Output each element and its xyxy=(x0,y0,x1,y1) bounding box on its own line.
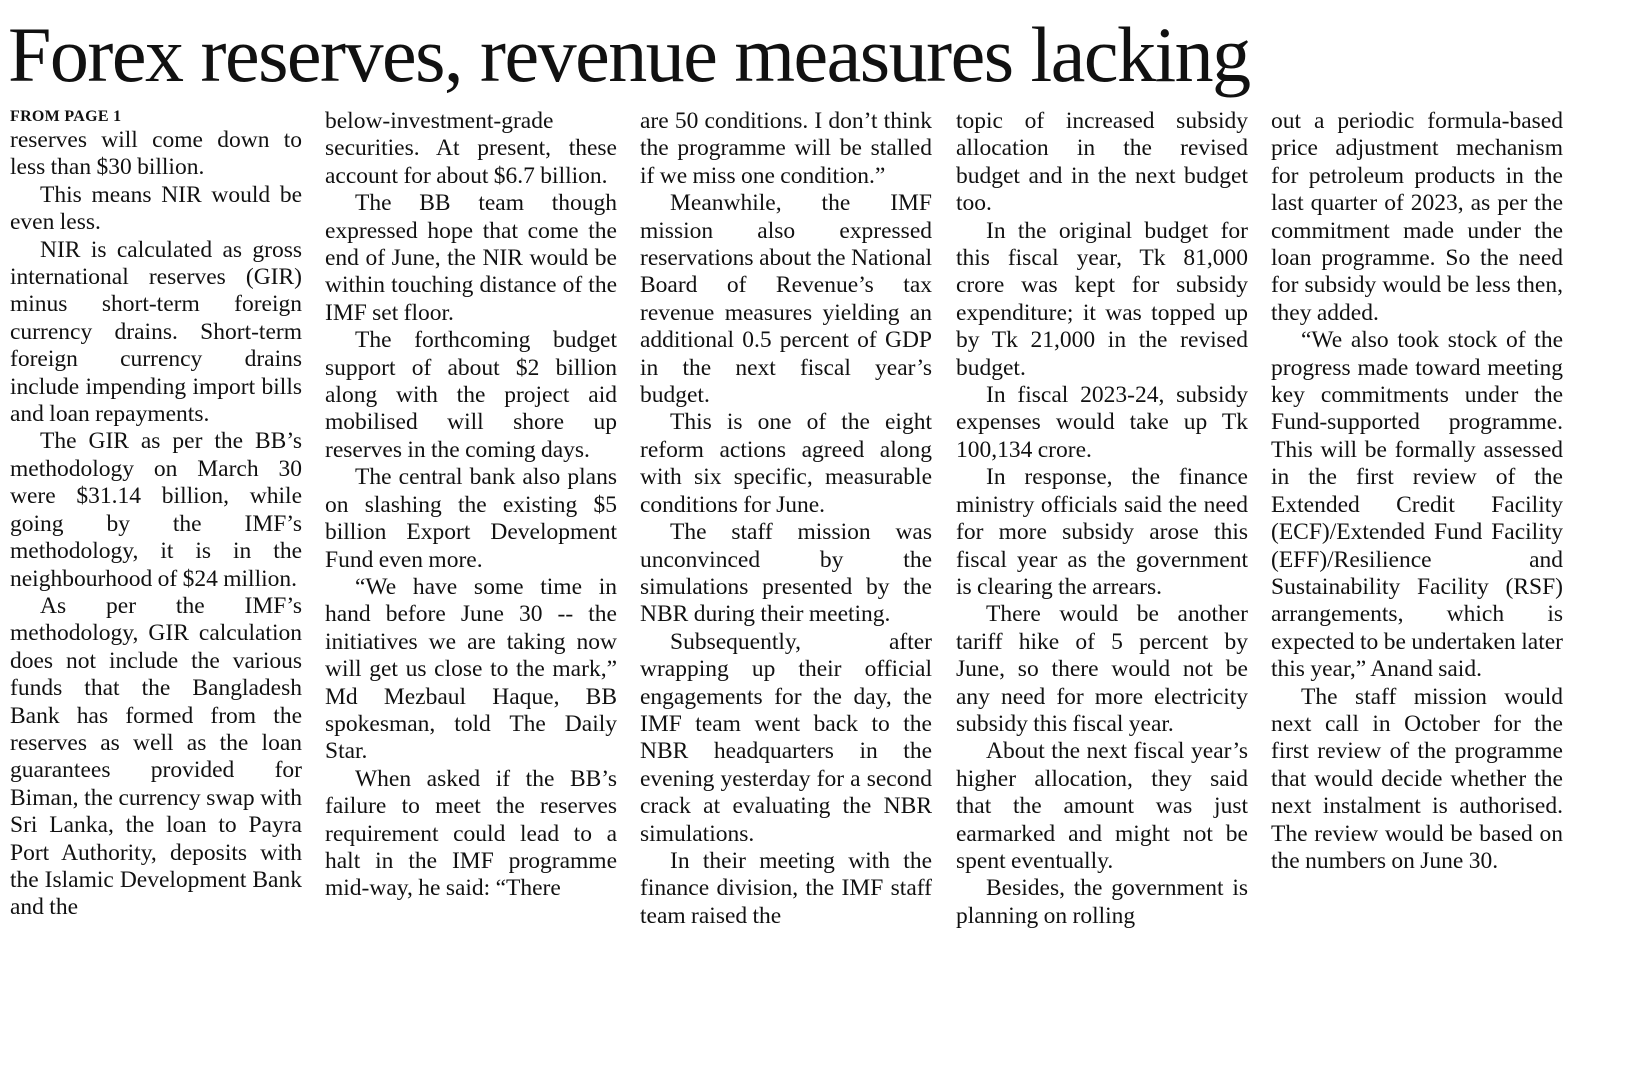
paragraph: This is one of the eight reform actions agreed along with six specific, measurable conditions for June. xyxy=(640,409,932,518)
paragraph: There would be another tariff hike of 5 percent by June, so there would not be any need for more electricity subsidy this fiscal year. xyxy=(956,601,1248,737)
paragraph: In their meeting with the finance division, the IMF staff team raised the xyxy=(640,847,932,929)
paragraph: This means NIR would be even less. xyxy=(10,181,302,236)
paragraph: “We also took stock of the progress made toward meeting key commitments under the Fund-supported programme. This will be formally assessed in the first review of the Extended Credit Facility (ECF)/Extended Fund Facility (EFF)/Resilience and Sustainability Facility (RSF) arrangements, which is expected to be undertaken later this year,” Anand said. xyxy=(1271,327,1563,683)
paragraph: below-investment-grade securities. At present, these account for about $6.7 billion. xyxy=(325,108,617,189)
paragraph: As per the IMF’s methodology, GIR calculation does not include the various funds that the Bangladesh Bank has formed from the reserves as well as the loan guarantees provided for Biman, the currency swap with Sri Lanka, the loan to Payra Port Authority, deposits with the Islamic Development Bank and the xyxy=(10,592,302,921)
paragraph: About the next fiscal year’s higher allocation, they said that the amount was just earmarked and might not be spent eventually. xyxy=(956,738,1248,874)
kicker-from-page: FROM PAGE 1 xyxy=(10,108,122,125)
article-column-5 xyxy=(1271,108,1563,1063)
paragraph: NIR is calculated as gross international reserves (GIR) minus short-term foreign currency drains. Short-term foreign currency drains include impending import bills and loan repayments. xyxy=(10,236,302,428)
paragraph: The BB team though expressed hope that come the end of June, the NIR would be within touching distance of the IMF set floor. xyxy=(325,190,617,326)
paragraph: Subsequently, after wrapping up their official engagements for the day, the IMF team went back to the NBR headquarters in the evening yesterday for a second crack at evaluating the NBR simulations. xyxy=(640,628,932,847)
headline: Forex reserves, revenue measures lacking xyxy=(8,11,1250,98)
paragraph: The staff mission would next call in October for the first review of the programme that would decide whether the next instalment is authorised. The review would be based on the numbers on June 30. xyxy=(1271,683,1563,874)
article-column-4 xyxy=(956,108,1248,1063)
paragraph: Meanwhile, the IMF mission also expressed reservations about the National Board of Revenue’s tax revenue measures yielding an additional 0.5 percent of GDP in the next fiscal year’s budget. xyxy=(640,190,932,409)
paragraph: are 50 conditions. I don’t think the programme will be stalled if we miss one condition.” xyxy=(640,108,932,189)
paragraph: In response, the finance ministry officials said the need for more subsidy arose this fiscal year as the government is clearing the arrears. xyxy=(956,464,1248,600)
article-column-3 xyxy=(640,108,932,1063)
article-column-2 xyxy=(325,108,617,1063)
paragraph: The staff mission was unconvinced by the simulations presented by the NBR during their meeting. xyxy=(640,519,932,628)
article-column-1 xyxy=(10,108,302,1063)
paragraph: The forthcoming budget support of about $2 billion along with the project aid mobilised will shore up reserves in the coming days. xyxy=(325,327,617,463)
paragraph: The central bank also plans on slashing the existing $5 billion Export Development Fund even more. xyxy=(325,464,617,573)
paragraph: In fiscal 2023-24, subsidy expenses would take up Tk 100,134 crore. xyxy=(956,382,1248,463)
paragraph: topic of increased subsidy allocation in the revised budget and in the next budget too. xyxy=(956,108,1248,217)
paragraph: In the original budget for this fiscal year, Tk 81,000 crore was kept for subsidy expenditure; it was topped up by Tk 21,000 in the revised budget. xyxy=(956,217,1248,381)
paragraph: The GIR as per the BB’s methodology on March 30 were $31.14 billion, while going by the IMF’s methodology, it is in the neighbourhood of $24 million. xyxy=(10,428,302,592)
paragraph: reserves will come down to less than $30 billion. xyxy=(10,127,302,181)
paragraph: Besides, the government is planning on rolling xyxy=(956,875,1248,929)
paragraph: out a periodic formula-based price adjustment mechanism for petroleum products in the last quarter of 2023, as per the commitment made under the loan programme. So the need for subsidy would be less then, they added. xyxy=(1271,108,1563,326)
paragraph: When asked if the BB’s failure to meet the reserves requirement could lead to a halt in the IMF programme mid-way, he said: “There xyxy=(325,765,617,902)
paragraph: “We have some time in hand before June 30 -- the initiatives we are taking now will get us close to the mark,” Md Mezbaul Haque, BB spokesman, told The Daily Star. xyxy=(325,573,617,765)
